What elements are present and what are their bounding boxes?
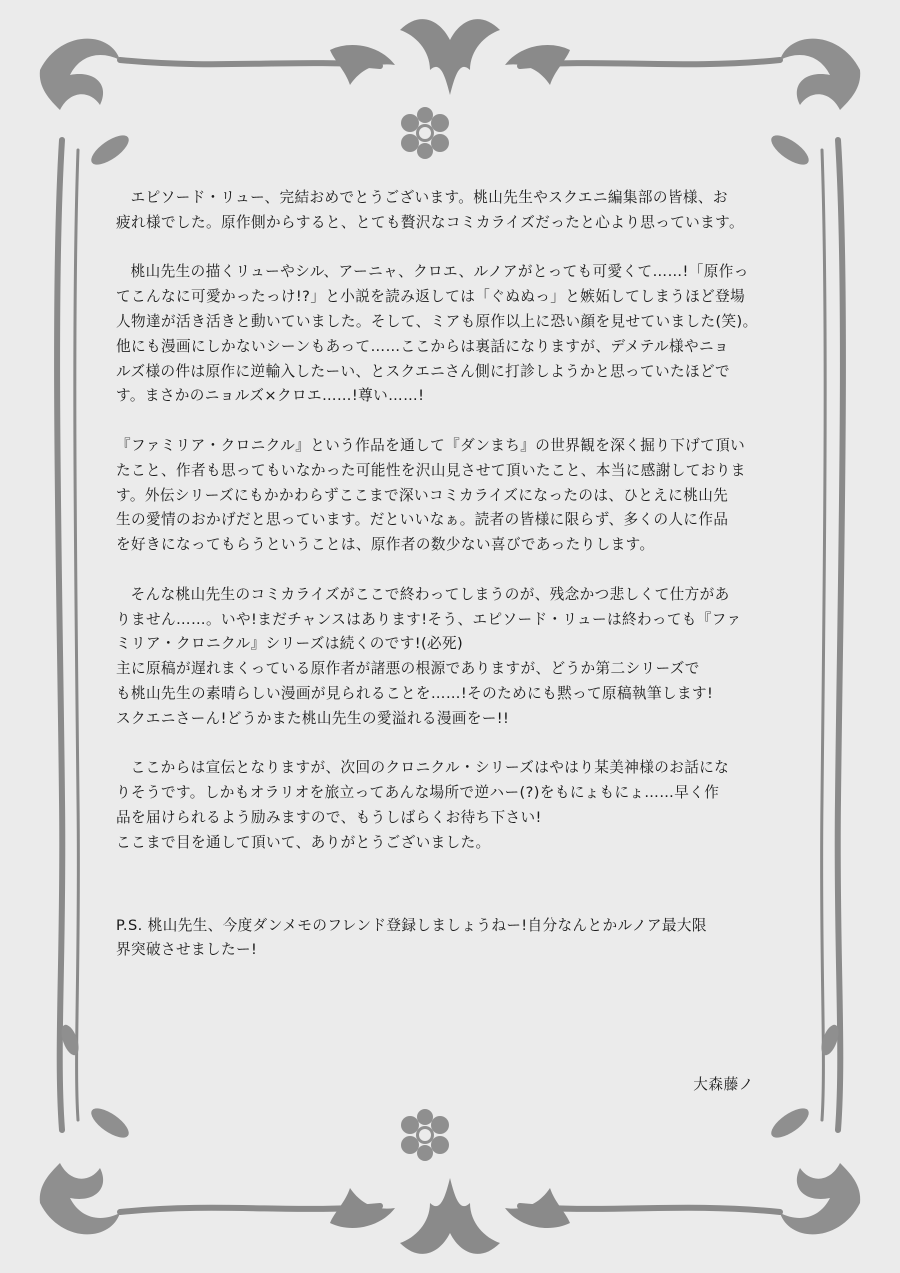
paragraph-4: そんな桃山先生のコミカライズがここで終わってしまうのが、残念かつ悲しくて仕方があ りません……。いや!まだチャンスはあります!そう、エピソード・リューは終わっても『ファ ミリア・クロニクル』シリーズは続くのです!(必死) 主に原稿が遅れまくっている原作者が諸悪の根源でありますが、どうか第二シリーズで も桃山先生の素晴らしい漫画が見られることを……!そのためにも黙って原稿執筆します! スクエニさーん!どうかまた桃山先生の愛溢れる漫画をー!!: [116, 585, 742, 727]
paragraph-3: 『ファミリア・クロニクル』という作品を通して『ダンまち』の世界観を深く掘り下げて頂い たこと、作者も思ってもいなかった可能性を沢山見させて頂いたこと、本当に感謝しておりま す。外伝シリーズにもかかわらずここまで深いコミカライズになったのは、ひとえに桃山先 生の愛情のおかげだと思っています。だといいなぁ。読者の皆様に限らず、多くの人に作品 を好きになってもらうということは、原作者の数少ない喜びであったりします。: [116, 436, 746, 554]
bottom-crest: [330, 1178, 570, 1254]
letter-body: [116, 186, 780, 988]
paragraph-2: 桃山先生の描くリューやシル、アーニャ、クロエ、ルノアがとっても可愛くて……!「原作っ てこんなに可愛かったっけ!?」と小説を読み返しては「ぐぬぬっ」と嫉妬してしまうほど登場 人物達が活き活きと動いていました。そして、ミアも原作以上に恐い顔を見せていました(笑)。 他にも漫画にしかないシーンもあって……ここからは裏話になりますが、デメテル様やニョ ルズ様の件は原作に逆輸入したーい、とスクエニさん側に打診しようかと思っていたほどで す。まさかのニョルズ×クロエ……!尊い……!: [116, 263, 758, 405]
top-crest: [330, 19, 570, 95]
paragraph-1: エピソード・リュー、完結おめでとうございます。桃山先生やスクエニ編集部の皆様、お 疲れ様でした。原作側からすると、とても贅沢なコミカライズだったと心より思っています。: [116, 189, 744, 231]
paragraph-5: ここからは宣伝となりますが、次回のクロニクル・シリーズはやはり某美神様のお話にな りそうです。しかもオラリオを旅立ってあんな場所で逆ハー(?)をもにょもにょ……早く作 品を届けられるよう励みますので、もうしばらくお待ち下さい! ここまで目を通して頂いて、ありがとうございました。: [116, 759, 730, 851]
author-signature: 大森藤ノ: [693, 1076, 754, 1093]
postscript: P.S. 桃山先生、今度ダンメモのフレンド登録しましょうねー!自分なんとかルノア最大限 界突破させましたー!: [116, 916, 707, 959]
